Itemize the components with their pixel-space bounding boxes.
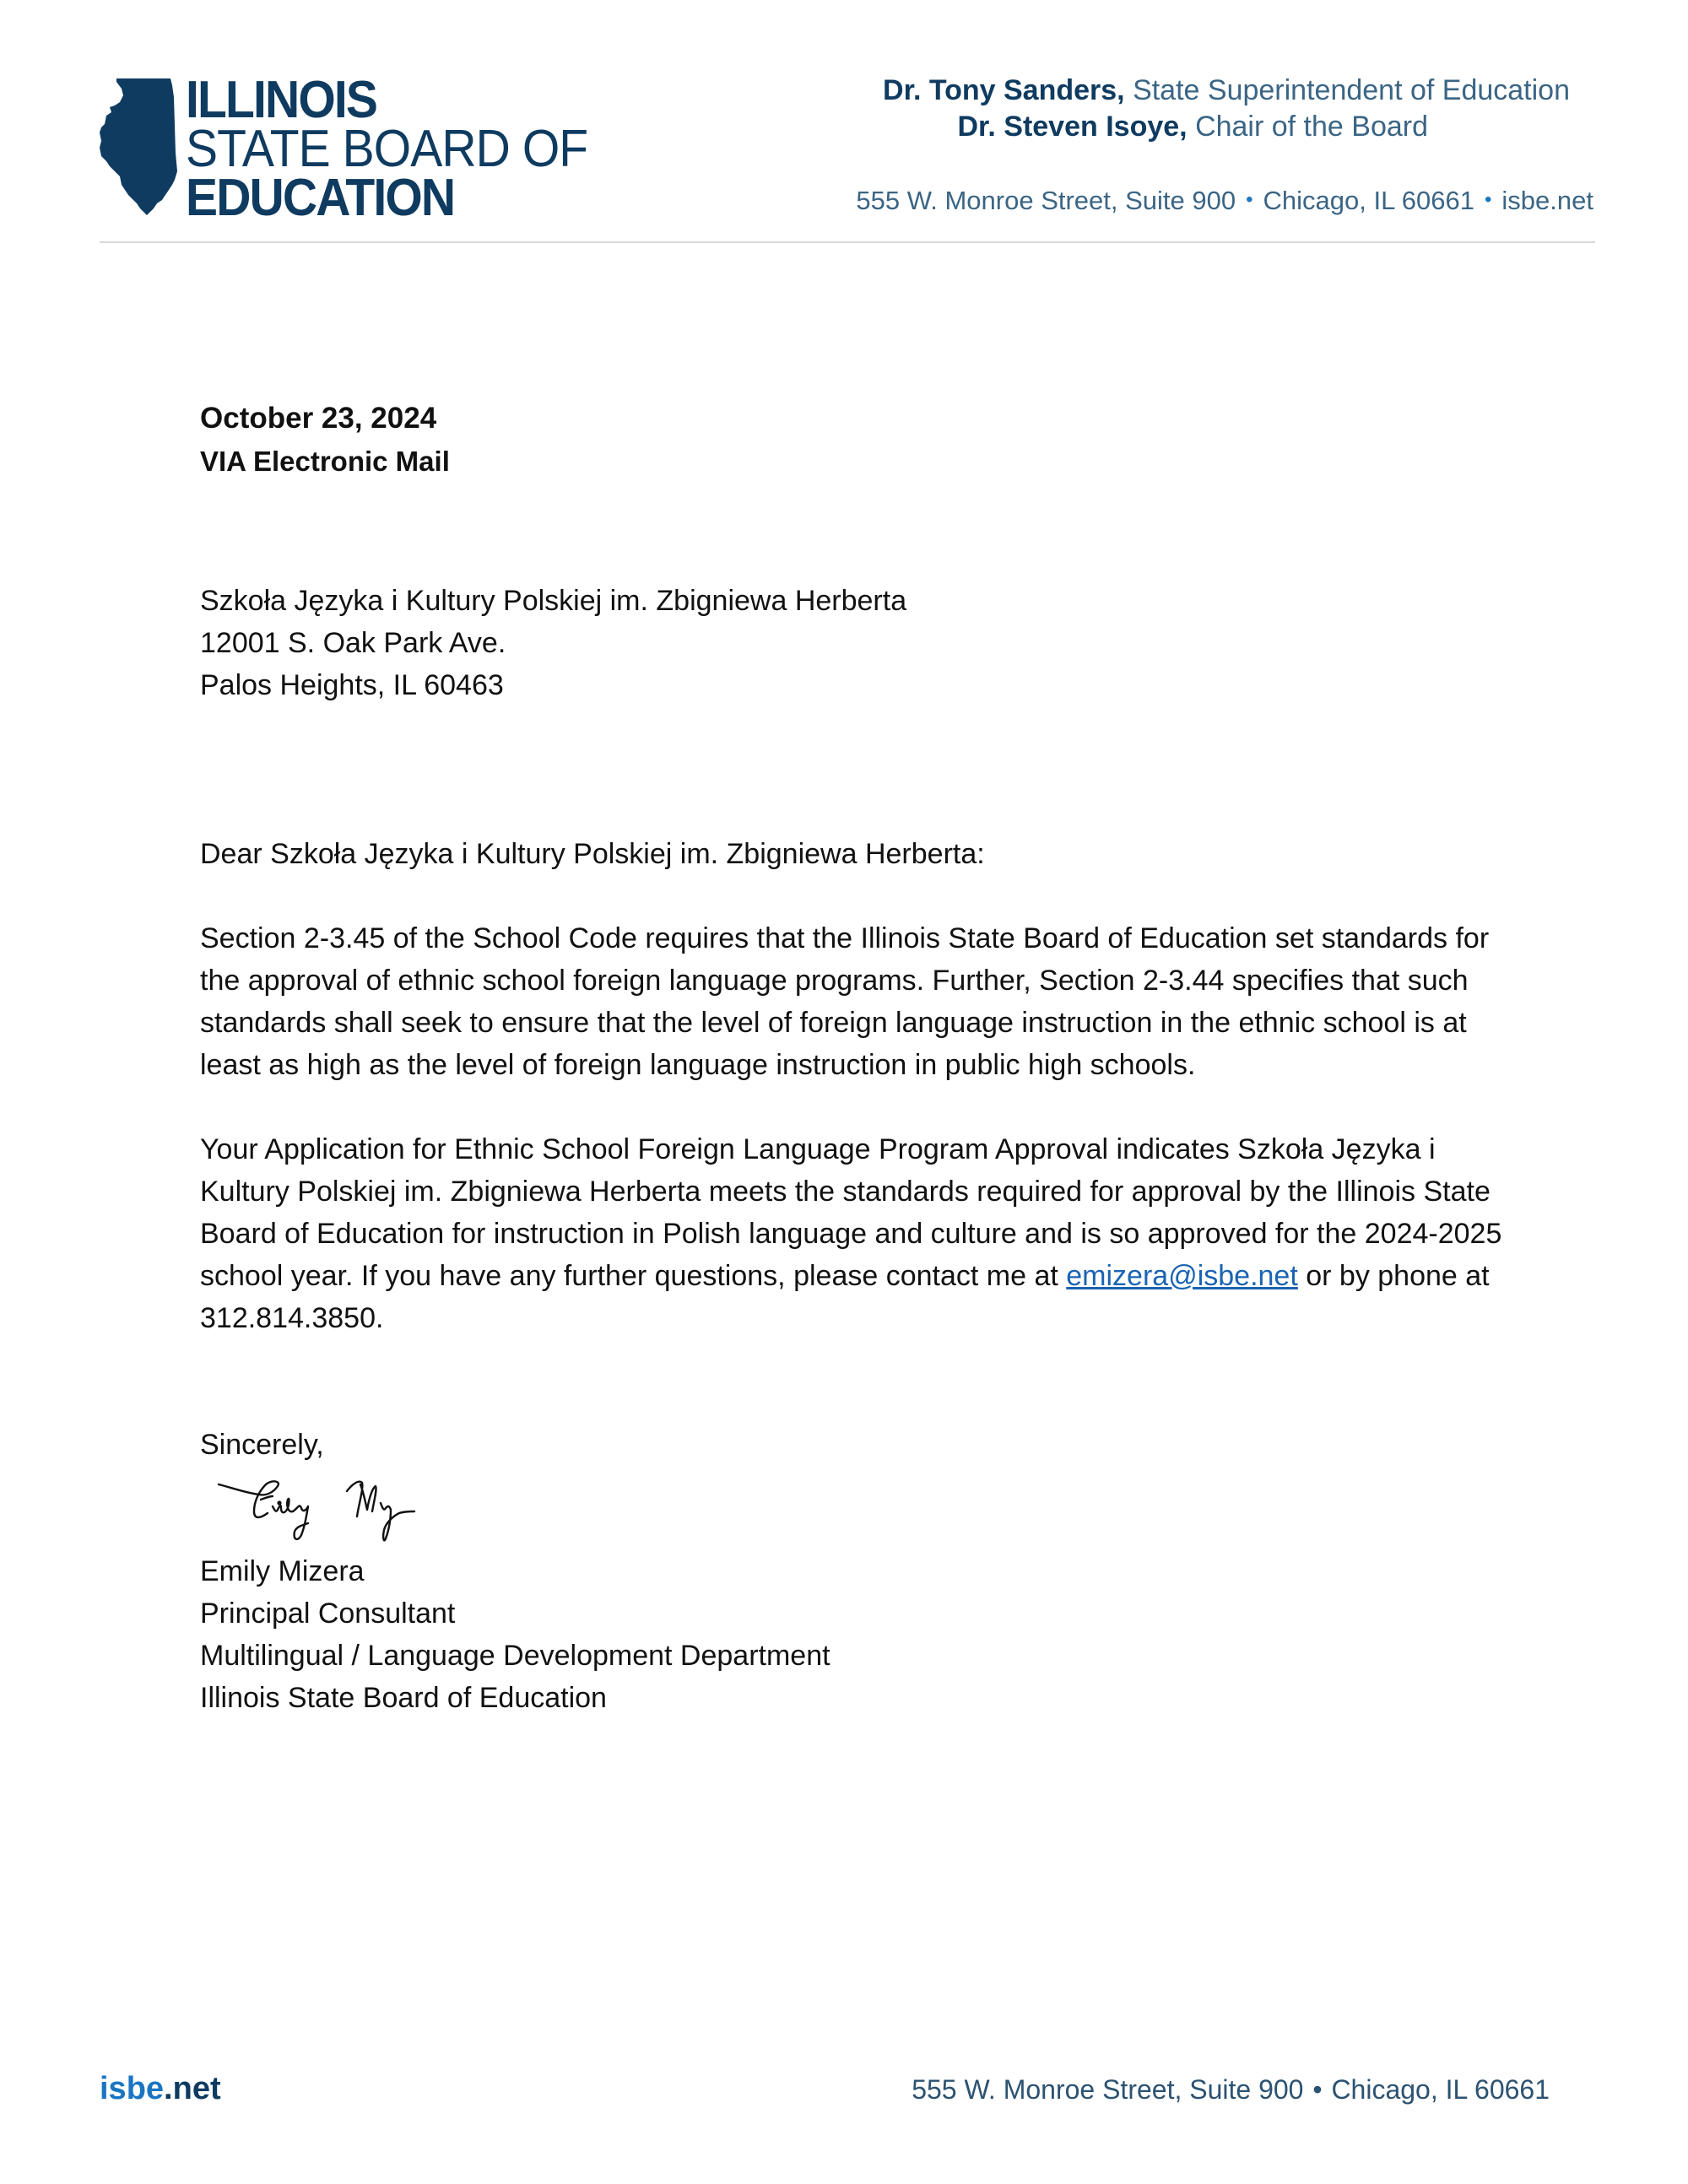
footer-address-city: Chicago, IL 60661: [1331, 2074, 1550, 2105]
official-superintendent: Dr. Tony Sanders, State Superintendent of Education: [883, 74, 1570, 106]
bullet-separator: •: [1246, 188, 1253, 211]
header-address-street: 555 W. Monroe Street, Suite 900: [856, 186, 1236, 215]
recipient-address: [200, 580, 1517, 706]
delivery-method: VIA Electronic Mail: [200, 446, 450, 477]
logo-line-education: EDUCATION: [186, 169, 455, 227]
official-chair: Dr. Steven Isoye, Chair of the Board: [957, 111, 1428, 143]
header-website-link[interactable]: isbe.net: [1501, 186, 1593, 215]
closing: Sincerely,: [200, 1429, 324, 1461]
signer-department: Multilingual / Language Development Department: [200, 1640, 830, 1672]
signer-name: Emily Mizera: [200, 1555, 365, 1587]
recipient-city: Palos Heights, IL 60463: [200, 669, 504, 701]
recipient-name: Szkoła Języka i Kultury Polskiej im. Zbigniewa Herberta: [200, 585, 907, 617]
paragraph-approval: Your Application for Ethnic School Foreign Language Program Approval indicates Szkoła Języka i Kultury Polskiej im. Zbigniewa Herberta meets the standards required for approval by the Illinois State Board of Education for instruction in Polish language and culture and is so approved for the 2024-2025 school year. If you have any further questions, please contact me at emizera@isbe.net or by phone at 312.814.3850.: [200, 1133, 1502, 1334]
signer-block: [200, 1550, 1517, 1719]
logo-line-illinois: ILLINOIS: [186, 71, 377, 129]
letter-date: October 23, 2024: [200, 402, 437, 435]
header-divider: [100, 241, 1595, 243]
header-address-city: Chicago, IL 60661: [1263, 186, 1475, 215]
letter-body: [200, 397, 1517, 1719]
salutation: Dear Szkoła Języka i Kultury Polskiej im. Zbigniewa Herberta:: [200, 838, 985, 870]
illinois-state-map-icon: [98, 77, 182, 217]
footer-address: [912, 2074, 1550, 2106]
email-link[interactable]: emizera@isbe.net: [1066, 1260, 1298, 1292]
header-officials: [883, 73, 1570, 145]
bullet-separator: •: [1312, 2074, 1323, 2105]
recipient-street: 12001 S. Oak Park Ave.: [200, 627, 506, 659]
footer-address-street: 555 W. Monroe Street, Suite 900: [912, 2074, 1304, 2105]
signer-organization: Illinois State Board of Education: [200, 1682, 607, 1714]
signer-title: Principal Consultant: [200, 1597, 456, 1630]
signature-image: [207, 1466, 443, 1550]
header-address: [856, 186, 1593, 216]
logo-line-state-board: STATE BOARD OF: [186, 120, 588, 178]
paragraph-standards: Section 2-3.45 of the School Code requires that the Illinois State Board of Education set standards for the approval of ethnic school foreign language programs. Further, Section 2-3.44 specifies that such standards shall seek to ensure that the level of foreign language instruction in the ethnic school is at least as high as the level of foreign language instruction in public high schools.: [200, 922, 1490, 1081]
logo-wordmark: [186, 71, 623, 227]
bullet-separator: •: [1485, 188, 1492, 211]
isbe-logo: [98, 71, 638, 227]
footer-website-link[interactable]: isbe.net: [100, 2071, 221, 2106]
